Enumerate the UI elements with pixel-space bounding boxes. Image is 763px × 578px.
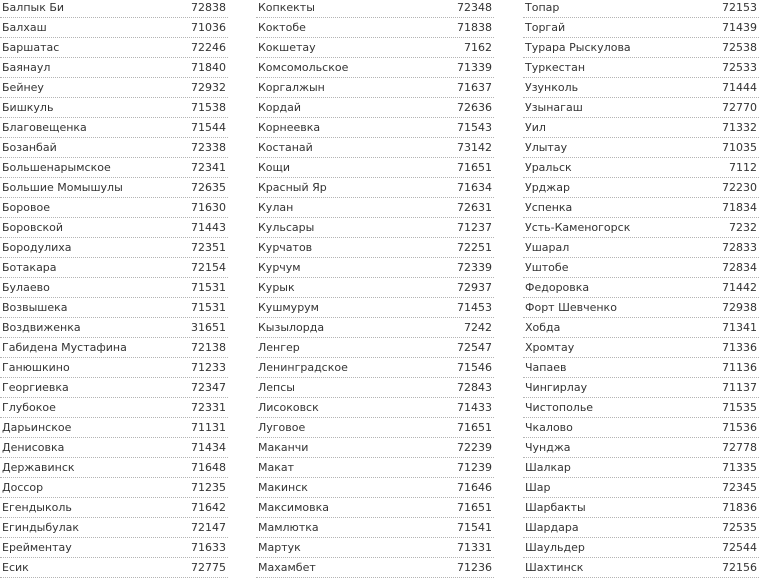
- city-code-row: [256, 118, 494, 138]
- dialing-code: 71651: [457, 501, 492, 514]
- dialing-code: 71137: [722, 381, 757, 394]
- city-code-row: [523, 418, 759, 438]
- city-name: Красный Яр: [258, 181, 327, 194]
- dialing-code: 72331: [191, 401, 226, 414]
- city-code-row: [0, 18, 228, 38]
- city-name: Шахтинск: [525, 561, 584, 574]
- city-code-row: [256, 18, 494, 38]
- city-name: Турара Рыскулова: [525, 41, 631, 54]
- city-name: Кульсары: [258, 221, 315, 234]
- city-name: Курык: [258, 281, 295, 294]
- city-code-column-1: [0, 0, 228, 578]
- dialing-code: 7242: [464, 321, 492, 334]
- city-code-row: [256, 238, 494, 258]
- city-code-column-3: [523, 0, 759, 578]
- dialing-code: 71035: [722, 141, 757, 154]
- city-name: Глубокое: [2, 401, 56, 414]
- city-code-row: [256, 378, 494, 398]
- city-name: Есик: [2, 561, 29, 574]
- dialing-code: 72535: [722, 521, 757, 534]
- city-code-row: [0, 398, 228, 418]
- city-code-row: [523, 118, 759, 138]
- dialing-code: 71336: [722, 341, 757, 354]
- dialing-code: 72339: [457, 261, 492, 274]
- city-name: Дарьинское: [2, 421, 72, 434]
- city-name: Курчатов: [258, 241, 313, 254]
- city-name: Шаульдер: [525, 541, 585, 554]
- city-name: Баянаул: [2, 61, 51, 74]
- city-code-row: [256, 318, 494, 338]
- city-code-row: [523, 438, 759, 458]
- city-name: Коргалжын: [258, 81, 325, 94]
- dialing-code: 72635: [191, 181, 226, 194]
- city-name: Ушарал: [525, 241, 570, 254]
- city-code-row: [256, 338, 494, 358]
- city-name: Большие Момышулы: [2, 181, 123, 194]
- city-code-row: [0, 478, 228, 498]
- city-name: Мамлютка: [258, 521, 319, 534]
- city-code-row: [523, 278, 759, 298]
- city-name: Коктобе: [258, 21, 306, 34]
- city-name: Бородулиха: [2, 241, 72, 254]
- city-name: Егендыколь: [2, 501, 72, 514]
- city-name: Хромтау: [525, 341, 575, 354]
- city-code-row: [256, 458, 494, 478]
- city-name: Макат: [258, 461, 295, 474]
- dialing-code: 72138: [191, 341, 226, 354]
- city-name: Большенарымское: [2, 161, 111, 174]
- city-code-row: [256, 398, 494, 418]
- city-code-row: [256, 258, 494, 278]
- city-code-row: [0, 158, 228, 178]
- dialing-code: 72938: [722, 301, 757, 314]
- city-name: Хобда: [525, 321, 561, 334]
- city-name: Кушмурум: [258, 301, 319, 314]
- dialing-code: 71651: [457, 421, 492, 434]
- city-code-row: [523, 358, 759, 378]
- city-code-row: [0, 538, 228, 558]
- city-name: Усть-Каменогорск: [525, 221, 631, 234]
- dialing-code: 71531: [191, 301, 226, 314]
- dialing-code: 7232: [729, 221, 757, 234]
- city-name: Уральск: [525, 161, 572, 174]
- dialing-code: 72538: [722, 41, 757, 54]
- dialing-code: 72631: [457, 201, 492, 214]
- city-name: Макинск: [258, 481, 308, 494]
- dialing-code: 72251: [457, 241, 492, 254]
- dialing-code: 71434: [191, 441, 226, 454]
- city-code-row: [523, 78, 759, 98]
- city-code-row: [256, 438, 494, 458]
- city-code-row: [523, 538, 759, 558]
- city-code-row: [0, 498, 228, 518]
- city-code-row: [0, 78, 228, 98]
- city-code-row: [256, 98, 494, 118]
- city-code-row: [256, 58, 494, 78]
- city-code-row: [523, 138, 759, 158]
- dialing-code: 71236: [457, 561, 492, 574]
- dialing-code: 71233: [191, 361, 226, 374]
- city-code-row: [256, 418, 494, 438]
- dialing-code: 71331: [457, 541, 492, 554]
- city-code-row: [523, 498, 759, 518]
- dialing-code: 71339: [457, 61, 492, 74]
- dialing-code: 71433: [457, 401, 492, 414]
- dialing-code: 72156: [722, 561, 757, 574]
- city-code-row: [0, 338, 228, 358]
- dialing-code: 72770: [722, 101, 757, 114]
- dialing-code: 72833: [722, 241, 757, 254]
- city-code-row: [256, 478, 494, 498]
- city-name: Габидена Мустафина: [2, 341, 127, 354]
- city-name: Чингирлау: [525, 381, 588, 394]
- city-name: Махамбет: [258, 561, 316, 574]
- city-code-row: [0, 138, 228, 158]
- city-code-row: [0, 458, 228, 478]
- city-code-row: [256, 358, 494, 378]
- dialing-code: 72937: [457, 281, 492, 294]
- city-code-row: [523, 238, 759, 258]
- dialing-code: 71630: [191, 201, 226, 214]
- dialing-code: 71651: [457, 161, 492, 174]
- city-name: Бейнеу: [2, 81, 44, 94]
- dialing-code: 72533: [722, 61, 757, 74]
- city-code-row: [523, 558, 759, 578]
- city-code-row: [0, 418, 228, 438]
- dialing-code: 71439: [722, 21, 757, 34]
- city-name: Балпык Би: [2, 1, 65, 14]
- city-name: Державинск: [2, 461, 75, 474]
- dialing-code: 72775: [191, 561, 226, 574]
- dialing-code: 71840: [191, 61, 226, 74]
- dialing-code: 72147: [191, 521, 226, 534]
- dialing-code: 7162: [464, 41, 492, 54]
- city-code-row: [256, 198, 494, 218]
- city-code-row: [0, 238, 228, 258]
- city-name: Кызылорда: [258, 321, 325, 334]
- city-code-row: [256, 0, 494, 18]
- dialing-code: 71239: [457, 461, 492, 474]
- city-name: Федоровка: [525, 281, 590, 294]
- city-code-row: [256, 558, 494, 578]
- city-code-row: [523, 478, 759, 498]
- city-name: Максимовка: [258, 501, 329, 514]
- city-name: Уил: [525, 121, 546, 134]
- dialing-code: 71531: [191, 281, 226, 294]
- dialing-code: 72838: [191, 1, 226, 14]
- dialing-code: 71637: [457, 81, 492, 94]
- dialing-code: 72154: [191, 261, 226, 274]
- city-code-row: [523, 518, 759, 538]
- dialing-code: 71541: [457, 521, 492, 534]
- city-name: Бишкуль: [2, 101, 54, 114]
- dialing-code: 71634: [457, 181, 492, 194]
- city-code-row: [523, 58, 759, 78]
- dialing-code: 71838: [457, 21, 492, 34]
- city-code-row: [256, 138, 494, 158]
- city-name: Георгиевка: [2, 381, 69, 394]
- dialing-code: 72547: [457, 341, 492, 354]
- dialing-code: 72338: [191, 141, 226, 154]
- dialing-code: 73142: [457, 141, 492, 154]
- city-name: Форт Шевченко: [525, 301, 617, 314]
- city-code-row: [523, 258, 759, 278]
- dialing-code: 72843: [457, 381, 492, 394]
- city-code-column-2: [256, 0, 494, 578]
- dialing-code: 71335: [722, 461, 757, 474]
- city-name: Уштобе: [525, 261, 569, 274]
- dialing-code: 71535: [722, 401, 757, 414]
- dialing-code: 71538: [191, 101, 226, 114]
- dialing-code: 71633: [191, 541, 226, 554]
- dialing-code: 71544: [191, 121, 226, 134]
- city-code-row: [256, 178, 494, 198]
- city-name: Баршатас: [2, 41, 60, 54]
- city-name: Чкалово: [525, 421, 573, 434]
- city-name: Костанай: [258, 141, 313, 154]
- city-name: Ганюшкино: [2, 361, 70, 374]
- city-name: Узынагаш: [525, 101, 583, 114]
- city-code-row: [0, 258, 228, 278]
- city-code-row: [523, 458, 759, 478]
- city-code-row: [256, 158, 494, 178]
- city-name: Топар: [525, 1, 560, 14]
- city-name: Доссор: [2, 481, 44, 494]
- city-name: Курчум: [258, 261, 301, 274]
- dialing-code: 72347: [191, 381, 226, 394]
- dialing-code: 72348: [457, 1, 492, 14]
- city-name: Успенка: [525, 201, 573, 214]
- city-name: Ленинградское: [258, 361, 348, 374]
- city-code-row: [0, 178, 228, 198]
- dialing-code: 72230: [722, 181, 757, 194]
- city-name: Узунколь: [525, 81, 579, 94]
- city-name: Улытау: [525, 141, 568, 154]
- city-code-row: [0, 118, 228, 138]
- city-code-row: [256, 518, 494, 538]
- city-name: Егиндыбулак: [2, 521, 80, 534]
- city-code-row: [0, 278, 228, 298]
- dialing-code: 71443: [191, 221, 226, 234]
- dialing-code: 71642: [191, 501, 226, 514]
- dialing-code: 71646: [457, 481, 492, 494]
- city-code-row: [256, 538, 494, 558]
- dialing-code: 72834: [722, 261, 757, 274]
- city-name: Ботакара: [2, 261, 57, 274]
- city-code-row: [0, 298, 228, 318]
- city-code-row: [523, 158, 759, 178]
- dialing-code: 71131: [191, 421, 226, 434]
- dialing-code: 71546: [457, 361, 492, 374]
- city-code-row: [0, 438, 228, 458]
- city-code-row: [523, 0, 759, 18]
- dialing-code: 71136: [722, 361, 757, 374]
- city-code-row: [256, 218, 494, 238]
- dialing-code: 72351: [191, 241, 226, 254]
- city-name: Корнеевка: [258, 121, 321, 134]
- city-name: Торгай: [525, 21, 566, 34]
- city-name: Мартук: [258, 541, 301, 554]
- city-name: Бозанбай: [2, 141, 57, 154]
- city-name: Булаево: [2, 281, 50, 294]
- city-code-row: [0, 0, 228, 18]
- dialing-code: 72544: [722, 541, 757, 554]
- dialing-code: 72239: [457, 441, 492, 454]
- city-name: Комсомольское: [258, 61, 349, 74]
- city-name: Боровской: [2, 221, 64, 234]
- dialing-code: 71543: [457, 121, 492, 134]
- city-name: Чистополье: [525, 401, 594, 414]
- city-name: Кокшетау: [258, 41, 316, 54]
- city-code-row: [523, 18, 759, 38]
- city-code-row: [523, 98, 759, 118]
- city-name: Луговое: [258, 421, 306, 434]
- city-code-row: [523, 38, 759, 58]
- city-code-row: [523, 338, 759, 358]
- city-name: Балхаш: [2, 21, 47, 34]
- city-code-row: [523, 178, 759, 198]
- dialing-code: 72153: [722, 1, 757, 14]
- city-name: Кордай: [258, 101, 302, 114]
- city-name: Туркестан: [525, 61, 586, 74]
- city-name: Благовещенка: [2, 121, 87, 134]
- dialing-code: 71536: [722, 421, 757, 434]
- city-code-row: [0, 58, 228, 78]
- city-code-row: [256, 498, 494, 518]
- city-code-row: [256, 278, 494, 298]
- dialing-code: 71834: [722, 201, 757, 214]
- city-name: Боровое: [2, 201, 50, 214]
- city-code-row: [0, 358, 228, 378]
- dialing-code: 72341: [191, 161, 226, 174]
- city-code-row: [0, 98, 228, 118]
- city-code-row: [256, 78, 494, 98]
- city-name: Лисоковск: [258, 401, 319, 414]
- city-name: Кощи: [258, 161, 291, 174]
- city-code-row: [0, 38, 228, 58]
- dialing-code: 71332: [722, 121, 757, 134]
- city-code-row: [256, 38, 494, 58]
- dialing-code: 71341: [722, 321, 757, 334]
- dialing-code: 7112: [729, 161, 757, 174]
- city-code-row: [523, 298, 759, 318]
- city-name: Кулан: [258, 201, 294, 214]
- dialing-code: 72345: [722, 481, 757, 494]
- city-name: Денисовка: [2, 441, 65, 454]
- dialing-code: 71237: [457, 221, 492, 234]
- city-name: Чунджа: [525, 441, 571, 454]
- dialing-code: 71442: [722, 281, 757, 294]
- city-name: Воздвиженка: [2, 321, 81, 334]
- city-name: Маканчи: [258, 441, 309, 454]
- dialing-code: 71444: [722, 81, 757, 94]
- city-code-row: [256, 298, 494, 318]
- city-name: Чапаев: [525, 361, 567, 374]
- city-code-row: [523, 378, 759, 398]
- city-code-row: [0, 318, 228, 338]
- city-name: Лепсы: [258, 381, 295, 394]
- city-name: Шарбакты: [525, 501, 586, 514]
- city-code-row: [0, 198, 228, 218]
- city-code-row: [523, 198, 759, 218]
- dialing-code: 72932: [191, 81, 226, 94]
- dialing-code: 71235: [191, 481, 226, 494]
- dialing-code: 72246: [191, 41, 226, 54]
- city-name: Ерейментау: [2, 541, 72, 554]
- city-code-row: [0, 558, 228, 578]
- city-name: Копкекты: [258, 1, 315, 14]
- city-name: Шар: [525, 481, 551, 494]
- city-code-row: [0, 218, 228, 238]
- dialing-code: 71648: [191, 461, 226, 474]
- dialing-code: 31651: [191, 321, 226, 334]
- city-name: Шалкар: [525, 461, 571, 474]
- dialing-code: 72778: [722, 441, 757, 454]
- city-name: Урджар: [525, 181, 570, 194]
- city-code-row: [0, 378, 228, 398]
- dialing-code: 72636: [457, 101, 492, 114]
- city-name: Ленгер: [258, 341, 300, 354]
- city-name: Возвышека: [2, 301, 68, 314]
- dialing-code: 71453: [457, 301, 492, 314]
- city-code-row: [523, 218, 759, 238]
- dialing-code: 71836: [722, 501, 757, 514]
- dialing-code: 71036: [191, 21, 226, 34]
- city-name: Шардара: [525, 521, 579, 534]
- city-code-row: [523, 318, 759, 338]
- city-code-row: [0, 518, 228, 538]
- city-code-row: [523, 398, 759, 418]
